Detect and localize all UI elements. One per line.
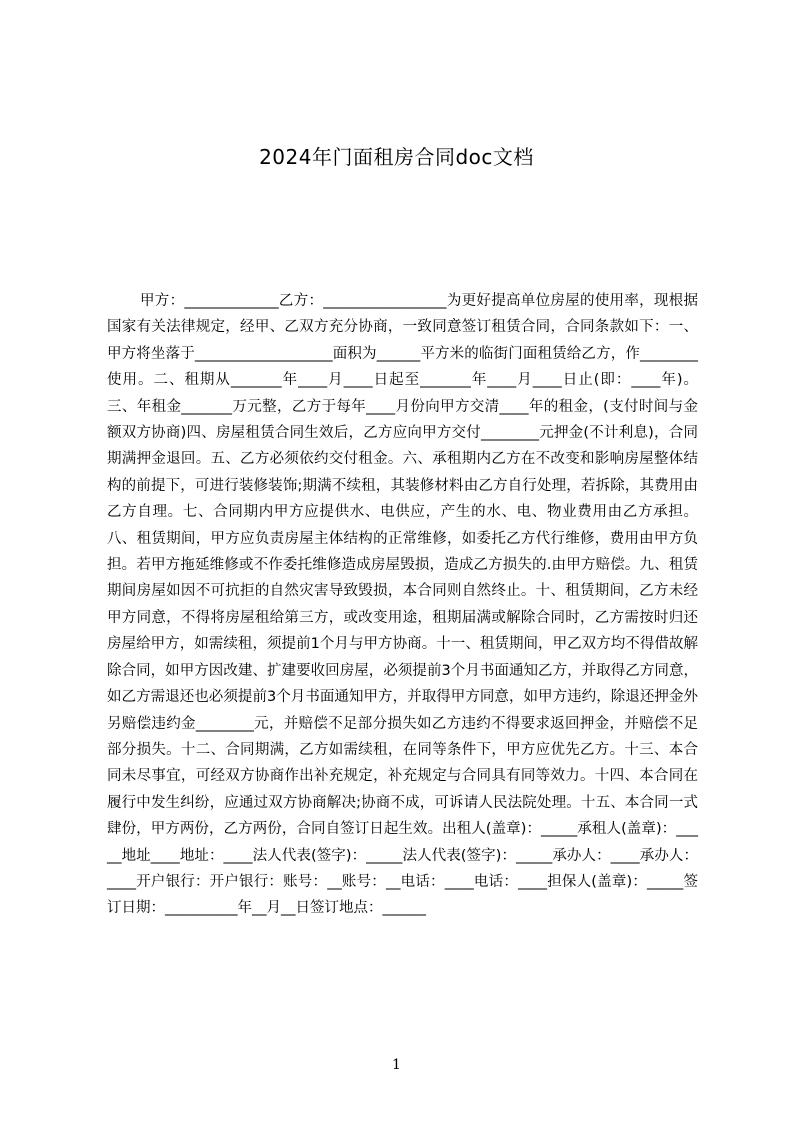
contract-body-text: 甲方：_____________乙方：_________________为更好提高单位房屋的使用率，现根据国家有关法律规定，经甲、乙双方充分协商，一致同意签订租赁合同，合同条款如下：一、甲方将坐落于___________________面积为______平方米的临街门面租赁给乙方，作________使用。二、租期从_______年____月____日起至_______年____月____日止(即：____年)。三、年租金_______万元整，乙方于每年____月份向甲方交清____年的租金，(支付时间与金额双方协商)四、房屋租赁合同生效后，乙方应向甲方交付________元押金(不计利息)，合同期满押金退回。五、乙方必须依约交付租金。六、承租期内乙方在不改变和影响房屋整体结构的前提下，可进行装修装饰;期满不续租，其装修材料由乙方自行处理，若拆除，其费用由乙方自理。七、合同期内甲方应提供水、电供应，产生的水、电、物业费用由乙方承担。八、租赁期间，甲方应负责房屋主体结构的正常维修，如委托乙方代行维修，费用由甲方负担。若甲方拖延维修或不作委托维修造成房屋毁损，造成乙方损失的.由甲方赔偿。九、租赁期间房屋如因不可抗拒的自然灾害导致毁损，本合同则自然终止。十、租赁期间，乙方未经甲方同意，不得将房屋租给第三方，或改变用途，租期届满或解除合同时，乙方需按时归还房屋给甲方，如需续租，须提前1个月与甲方协商。十一、租赁期间，甲乙双方均不得借故解除合同，如甲方因改建、扩建要收回房屋，必须提前3个月书面通知乙方，并取得乙方同意，如乙方需退还也必须提前3个月书面通知甲方，并取得甲方同意，如甲方违约，除退还押金外另赔偿违约金________元，并赔偿不足部分损失如乙方违约不得要求返回押金，并赔偿不足部分损失。十二、合同期满，乙方如需续租，在同等条件下，甲方应优先乙方。十三、本合同未尽事宜，可经双方协商作出补充规定，补充规定与合同具有同等效力。十四、本合同在履行中发生纠纷，应通过双方协商解决;协商不成，可诉请人民法院处理。十五、本合同一式肆份，甲方两份，乙方两份，合同自签订日起生效。出租人(盖章)：_____承租人(盖章)：_____地址____地址：____法人代表(签字)：_____法人代表(签字)：_____承办人：____承办人：____开户银行：开户银行：账号：__账号：__电话：____电话：____担保人(盖章)：_____签订日期：__________年__月__日签订地点：______ <box>107 293 698 917</box>
document-title: 2024年门面租房合同doc文档 <box>259 145 534 169</box>
page-number: 1 <box>392 1057 401 1073</box>
